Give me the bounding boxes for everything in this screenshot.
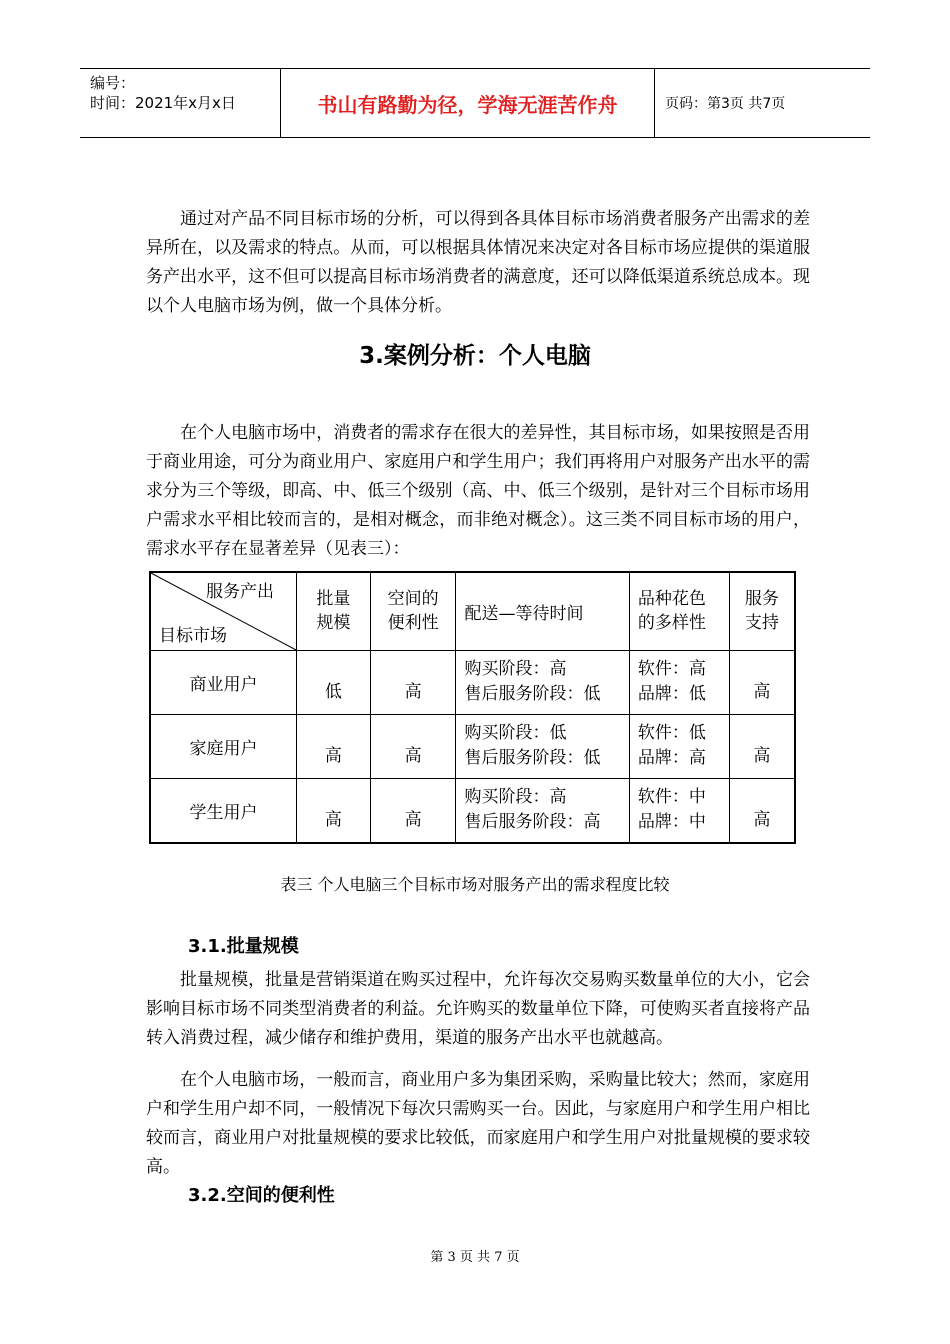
header-variety-line1: 品种花色 xyxy=(637,589,706,610)
header-variety xyxy=(629,572,729,650)
market-cell: 商业用户 xyxy=(150,650,296,714)
batch-cell: 高 xyxy=(296,714,370,778)
support-cell: 高 xyxy=(729,714,795,778)
subsection-title-space: 3.2.空间的便利性 xyxy=(188,1185,335,1206)
table-row xyxy=(150,714,795,778)
delivery-line1: 购买阶段：高 xyxy=(464,787,567,808)
delivery-line2: 售后服务阶段：低 xyxy=(464,684,601,704)
page-footer: 第 3 页 共 7 页 xyxy=(430,1250,520,1265)
document-number-label: 编号： xyxy=(90,74,136,92)
header-batch-line1: 批量 xyxy=(316,589,351,610)
variety-cell xyxy=(629,650,729,714)
market-cell: 家庭用户 xyxy=(150,714,296,778)
header-meta xyxy=(80,69,281,137)
variety-line1: 软件：低 xyxy=(637,723,706,743)
case-paragraph: 在个人电脑市场中，消费者的需求存在很大的差异性，其目标市场，如果按照是否用于商业用途，可分为商业用户、家庭用户和学生用户；我们再将用户对服务产出水平的需求分为三个等级，即高、中、低三个级别（高、中、低三个级别，是针对三个目标市场用户需求水平相比较而言的，是相对概念，而非绝对概念）。这三类不同目标市场的用户，需求水平存在显著差异（见表三）： xyxy=(146,423,810,559)
batch-paragraph-2: 在个人电脑市场，一般而言，商业用户多为集团采购，采购量比较大；然而，家庭用户和学生用户却不同，一般情况下每次只需购买一台。因此，与家庭用户和学生用户相比较而言，商业用户对批量规模的要求比较低，而家庭用户和学生用户对批量规模的要求较高。 xyxy=(146,1070,810,1177)
delivery-line1: 购买阶段：高 xyxy=(464,659,567,679)
table-header-row xyxy=(150,572,795,650)
page-header xyxy=(80,68,870,138)
table-caption: 表三 个人电脑三个目标市场对服务产出的需求程度比较 xyxy=(280,875,670,894)
header-batch-line2: 规模 xyxy=(316,613,351,634)
delivery-line2: 售后服务阶段：高 xyxy=(464,812,601,833)
variety-line1: 软件：高 xyxy=(637,659,706,679)
batch-cell: 低 xyxy=(296,650,370,714)
delivery-line2: 售后服务阶段：低 xyxy=(464,748,601,768)
space-cell: 高 xyxy=(370,650,456,714)
header-space-line1: 空间的 xyxy=(387,589,439,610)
space-cell: 高 xyxy=(370,778,456,843)
header-delivery: 配送—等待时间 xyxy=(456,572,629,650)
header-motto: 书山有路勤为径，学海无涯苦作舟 xyxy=(281,69,655,137)
variety-line2: 品牌：低 xyxy=(637,684,706,704)
variety-cell xyxy=(629,714,729,778)
table-row xyxy=(150,650,795,714)
variety-cell xyxy=(629,778,729,843)
header-variety-line2: 的多样性 xyxy=(637,613,706,634)
delivery-cell xyxy=(456,778,629,843)
header-support xyxy=(729,572,795,650)
variety-line1: 软件：中 xyxy=(637,787,706,808)
header-space-line2: 便利性 xyxy=(387,613,439,634)
service-output-table xyxy=(149,571,796,844)
variety-line2: 品牌：高 xyxy=(637,748,706,768)
section-title: 3.案例分析：个人电脑 xyxy=(359,343,591,369)
space-cell: 高 xyxy=(370,714,456,778)
delivery-line1: 购买阶段：低 xyxy=(464,723,567,743)
batch-paragraph-1: 批量规模，批量是营销渠道在购买过程中，允许每次交易购买数量单位的大小，它会影响目标市场不同类型消费者的利益。允许购买的数量单位下降，可使购买者直接将产品转入消费过程，减少储存和维护费用，渠道的服务产出水平也就越高。 xyxy=(146,970,810,1048)
intro-paragraph: 通过对产品不同目标市场的分析，可以得到各具体目标市场消费者服务产出需求的差异所在，以及需求的特点。从而，可以根据具体情况来决定对各目标市场应提供的渠道服务产出水平，这不但可以提高目标市场消费者的满意度，还可以降低渠道系统总成本。现以个人电脑市场为例，做一个具体分析。 xyxy=(146,209,810,316)
subsection-title-batch: 3.1.批量规模 xyxy=(188,936,299,957)
header-space xyxy=(370,572,456,650)
header-support-line1: 服务 xyxy=(744,589,779,610)
batch-cell: 高 xyxy=(296,778,370,843)
market-cell: 学生用户 xyxy=(150,778,296,843)
header-page-info: 页码：第3页 共7页 xyxy=(665,96,786,112)
document-date-label: 时间：2021年x月x日 xyxy=(90,94,236,112)
corner-bottom-label: 目标市场 xyxy=(159,625,227,646)
support-cell: 高 xyxy=(729,778,795,843)
corner-top-label: 服务产出 xyxy=(205,582,274,602)
header-batch xyxy=(296,572,370,650)
support-cell: 高 xyxy=(729,650,795,714)
table-row xyxy=(150,778,795,843)
variety-line2: 品牌：中 xyxy=(637,812,706,833)
corner-header-cell xyxy=(150,572,296,650)
delivery-cell xyxy=(456,714,629,778)
delivery-cell xyxy=(456,650,629,714)
header-support-line2: 支持 xyxy=(744,613,779,634)
